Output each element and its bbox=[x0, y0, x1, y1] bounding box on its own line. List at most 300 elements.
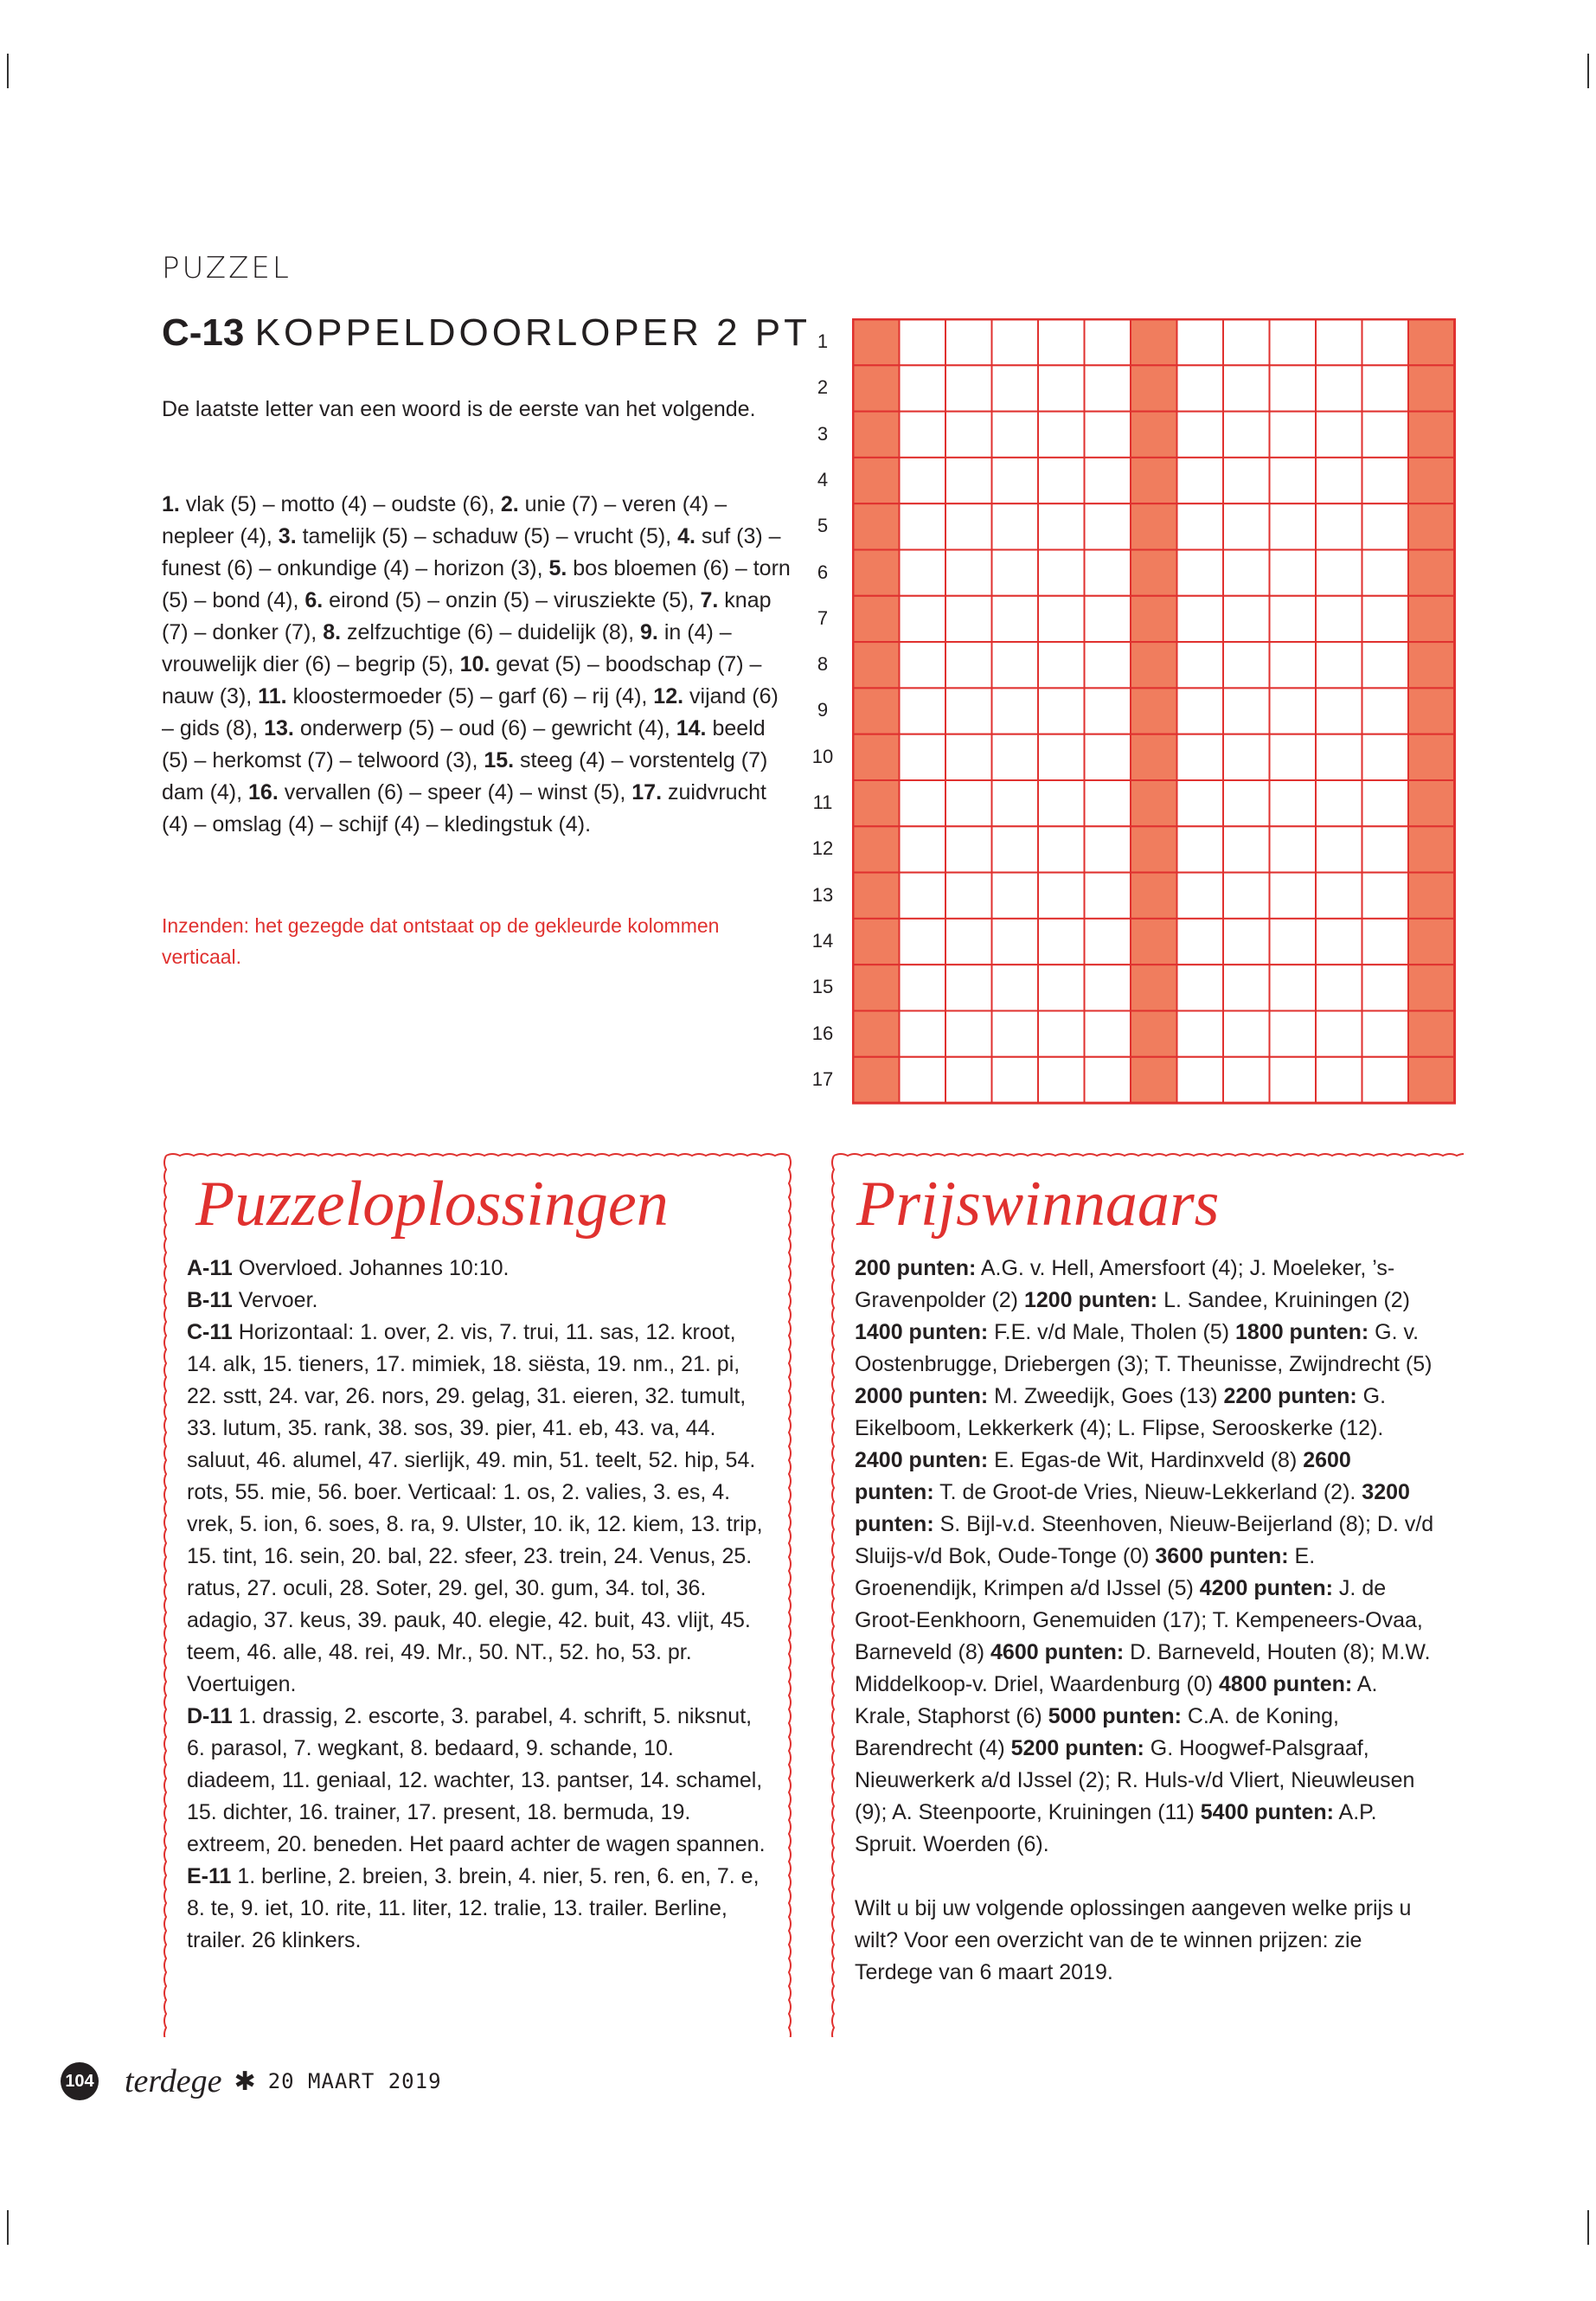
grid-cell[interactable] bbox=[1038, 873, 1085, 919]
grid-cell[interactable] bbox=[1316, 642, 1362, 688]
puzzle-grid[interactable] bbox=[852, 318, 1458, 1106]
grid-cell[interactable] bbox=[945, 412, 992, 458]
grid-cell[interactable] bbox=[992, 596, 1039, 642]
winner-names: D. Barneveld, Houten (8); M.W. Middelkoop-v. Driel, Waardenburg (0) bbox=[855, 1640, 1431, 1696]
grid-cell[interactable] bbox=[1085, 642, 1131, 688]
grid-cell[interactable] bbox=[900, 596, 946, 642]
grid-cell[interactable] bbox=[1223, 503, 1270, 549]
grid-cell[interactable] bbox=[1316, 596, 1362, 642]
grid-cell[interactable] bbox=[1270, 550, 1317, 596]
grid-cell[interactable] bbox=[1038, 826, 1085, 872]
grid-cell[interactable] bbox=[1270, 458, 1317, 503]
grid-cell[interactable] bbox=[1316, 780, 1362, 826]
grid-cell[interactable] bbox=[900, 1057, 946, 1103]
puzzle-title bbox=[162, 311, 811, 355]
grid-cell[interactable] bbox=[1177, 1057, 1224, 1103]
grid-cell[interactable] bbox=[1131, 365, 1177, 411]
grid-cell[interactable] bbox=[1131, 826, 1177, 872]
grid-cell[interactable] bbox=[1085, 503, 1131, 549]
clue-number: 17. bbox=[631, 780, 663, 804]
points-label: 4200 punten: bbox=[1199, 1576, 1333, 1600]
grid-cell[interactable] bbox=[1038, 1057, 1085, 1103]
clue-number: 5. bbox=[548, 556, 567, 580]
grid-cell[interactable] bbox=[900, 919, 946, 965]
grid-cell[interactable] bbox=[1038, 1011, 1085, 1057]
clue-text: vervallen (6) – speer (4) – winst (5), bbox=[278, 780, 632, 804]
grid-cell[interactable] bbox=[900, 965, 946, 1010]
grid-cell[interactable] bbox=[1177, 365, 1224, 411]
clue-number: 6. bbox=[304, 588, 324, 612]
page-number: 104 bbox=[61, 2062, 99, 2100]
grid-cell[interactable] bbox=[1408, 919, 1455, 965]
grid-cell[interactable] bbox=[1085, 412, 1131, 458]
grid-cell[interactable] bbox=[1362, 873, 1409, 919]
grid-cell[interactable] bbox=[945, 503, 992, 549]
grid-cell[interactable] bbox=[1085, 965, 1131, 1010]
crop-mark bbox=[7, 54, 9, 88]
grid-cell[interactable] bbox=[1270, 503, 1317, 549]
grid-cell[interactable] bbox=[945, 965, 992, 1010]
grid-cell[interactable] bbox=[853, 826, 900, 872]
row-number: 8 bbox=[817, 653, 829, 676]
grid-cell[interactable] bbox=[900, 550, 946, 596]
clue-number: 10. bbox=[459, 652, 490, 676]
grid-cell[interactable] bbox=[945, 734, 992, 780]
grid-cell[interactable] bbox=[992, 965, 1039, 1010]
clue-number: 16. bbox=[248, 780, 279, 804]
grid-cell[interactable] bbox=[853, 919, 900, 965]
grid-cell[interactable] bbox=[992, 642, 1039, 688]
clue-text: steeg (4) – vorstentelg (7) dam (4), bbox=[162, 748, 768, 804]
grid-cell[interactable] bbox=[1177, 919, 1224, 965]
grid-cell[interactable] bbox=[945, 873, 992, 919]
points-label: 5000 punten: bbox=[1048, 1704, 1182, 1728]
clue-text: eirond (5) – onzin (5) – virusziekte (5), bbox=[323, 588, 701, 612]
grid-cell[interactable] bbox=[1085, 1011, 1131, 1057]
puzzle-intro: De laatste letter van een woord is de eerste van het volgende. bbox=[162, 397, 756, 421]
grid-cell[interactable] bbox=[853, 550, 900, 596]
grid-cell[interactable] bbox=[1270, 965, 1317, 1010]
grid-cell[interactable] bbox=[1408, 550, 1455, 596]
grid-cell[interactable] bbox=[992, 826, 1039, 872]
grid-cell[interactable] bbox=[1270, 688, 1317, 734]
points-label: 2200 punten: bbox=[1223, 1384, 1357, 1408]
grid-cell[interactable] bbox=[1131, 550, 1177, 596]
grid-cell[interactable] bbox=[992, 412, 1039, 458]
grid-cell[interactable] bbox=[1223, 642, 1270, 688]
clue-text: beeld (5) – herkomst (7) – telwoord (3), bbox=[162, 716, 766, 772]
grid-cell[interactable] bbox=[945, 919, 992, 965]
section-label: PUZZEL bbox=[162, 251, 292, 285]
clue-text: knap (7) – donker (7), bbox=[162, 588, 772, 644]
grid-cell[interactable] bbox=[1085, 873, 1131, 919]
row-number: 9 bbox=[817, 699, 829, 721]
grid-cell[interactable] bbox=[1408, 965, 1455, 1010]
grid-cell[interactable] bbox=[1362, 365, 1409, 411]
grid-cell[interactable] bbox=[1362, 319, 1409, 365]
grid-cell[interactable] bbox=[900, 319, 946, 365]
grid-cell[interactable] bbox=[1362, 412, 1409, 458]
grid-cell[interactable] bbox=[945, 458, 992, 503]
grid-cell[interactable] bbox=[1131, 458, 1177, 503]
clue-number: 7. bbox=[700, 588, 719, 612]
grid-cell[interactable] bbox=[1085, 550, 1131, 596]
grid-cell[interactable] bbox=[1038, 596, 1085, 642]
grid-cell[interactable] bbox=[1177, 503, 1224, 549]
grid-cell[interactable] bbox=[992, 688, 1039, 734]
solution-code: B-11 bbox=[187, 1288, 233, 1312]
grid-cell[interactable] bbox=[1223, 365, 1270, 411]
grid-cell[interactable] bbox=[1038, 458, 1085, 503]
grid-cell[interactable] bbox=[992, 550, 1039, 596]
grid-cell[interactable] bbox=[1408, 596, 1455, 642]
grid-cell[interactable] bbox=[1131, 642, 1177, 688]
solution-code: D-11 bbox=[187, 1704, 233, 1728]
grid-cell[interactable] bbox=[1362, 688, 1409, 734]
grid-cell[interactable] bbox=[1362, 734, 1409, 780]
clue-number: 12. bbox=[653, 684, 684, 708]
grid-cell[interactable] bbox=[1316, 919, 1362, 965]
grid-cell[interactable] bbox=[992, 734, 1039, 780]
grid-cell[interactable] bbox=[1038, 965, 1085, 1010]
grid-cell[interactable] bbox=[1223, 458, 1270, 503]
grid-cell[interactable] bbox=[1131, 873, 1177, 919]
grid-cell[interactable] bbox=[945, 1057, 992, 1103]
grid-cell[interactable] bbox=[1270, 596, 1317, 642]
grid-cell[interactable] bbox=[1038, 734, 1085, 780]
grid-cell[interactable] bbox=[945, 780, 992, 826]
winner-names: E. Egas-de Wit, Hardinxveld (8) bbox=[988, 1448, 1304, 1472]
grid-cell[interactable] bbox=[1270, 1011, 1317, 1057]
clue-number: 3. bbox=[278, 524, 297, 548]
solution-code: A-11 bbox=[187, 1256, 233, 1280]
grid-cell[interactable] bbox=[853, 319, 900, 365]
solutions-box bbox=[161, 1150, 792, 2037]
grid-cell[interactable] bbox=[900, 642, 946, 688]
grid-cell[interactable] bbox=[1131, 319, 1177, 365]
grid-cell[interactable] bbox=[1362, 780, 1409, 826]
grid-cell[interactable] bbox=[1362, 503, 1409, 549]
grid-cell[interactable] bbox=[1223, 965, 1270, 1010]
submit-instruction: Inzenden: het gezegde dat ontstaat op de gekleurde kolommen verticaal. bbox=[162, 914, 720, 968]
grid-cell[interactable] bbox=[945, 688, 992, 734]
grid-cell[interactable] bbox=[1362, 1011, 1409, 1057]
grid-cell[interactable] bbox=[1270, 1057, 1317, 1103]
points-label: 1200 punten: bbox=[1023, 1288, 1158, 1312]
grid-cell[interactable] bbox=[900, 458, 946, 503]
grid-cell[interactable] bbox=[1085, 458, 1131, 503]
grid-cell[interactable] bbox=[945, 319, 992, 365]
grid-cell[interactable] bbox=[1177, 596, 1224, 642]
solution-item bbox=[187, 1861, 766, 1957]
grid-cell[interactable] bbox=[1408, 873, 1455, 919]
grid-cell[interactable] bbox=[1085, 734, 1131, 780]
grid-cell[interactable] bbox=[853, 503, 900, 549]
grid-cell[interactable] bbox=[900, 826, 946, 872]
grid-cell[interactable] bbox=[1316, 458, 1362, 503]
grid-cell[interactable] bbox=[900, 734, 946, 780]
grid-cell[interactable] bbox=[853, 965, 900, 1010]
grid-cell[interactable] bbox=[1362, 550, 1409, 596]
grid-cell[interactable] bbox=[853, 1011, 900, 1057]
grid-cell[interactable] bbox=[853, 734, 900, 780]
grid-cell[interactable] bbox=[1223, 1011, 1270, 1057]
grid-cell[interactable] bbox=[1270, 734, 1317, 780]
winner-names: A. Krale, Staphorst (6) bbox=[855, 1672, 1378, 1728]
grid-cell[interactable] bbox=[1177, 780, 1224, 826]
grid-cell[interactable] bbox=[853, 642, 900, 688]
grid-cell[interactable] bbox=[1038, 642, 1085, 688]
grid-cell[interactable] bbox=[1177, 550, 1224, 596]
grid-cell[interactable] bbox=[853, 688, 900, 734]
clue-text: suf (3) – funest (6) – onkundige (4) – horizon (3), bbox=[162, 524, 781, 580]
grid-cell[interactable] bbox=[1316, 826, 1362, 872]
grid-cell[interactable] bbox=[992, 365, 1039, 411]
grid-cell[interactable] bbox=[1408, 642, 1455, 688]
grid-cell[interactable] bbox=[1316, 965, 1362, 1010]
grid-cell[interactable] bbox=[853, 365, 900, 411]
grid-cell[interactable] bbox=[853, 412, 900, 458]
grid-cell[interactable] bbox=[900, 1011, 946, 1057]
grid-cell[interactable] bbox=[1177, 642, 1224, 688]
grid-cell[interactable] bbox=[1177, 873, 1224, 919]
grid-cell[interactable] bbox=[1408, 319, 1455, 365]
grid-cell[interactable] bbox=[1362, 596, 1409, 642]
grid-cell[interactable] bbox=[1223, 596, 1270, 642]
grid-cell[interactable] bbox=[1131, 503, 1177, 549]
grid-cell[interactable] bbox=[1270, 919, 1317, 965]
row-number: 15 bbox=[811, 976, 834, 998]
clue-text: onderwerp (5) – oud (6) – gewricht (4), bbox=[293, 716, 676, 740]
grid-cell[interactable] bbox=[853, 873, 900, 919]
star-icon: ✱ bbox=[234, 2067, 256, 2096]
grid-cell[interactable] bbox=[945, 596, 992, 642]
grid-cell[interactable] bbox=[945, 1011, 992, 1057]
grid-cell[interactable] bbox=[1131, 596, 1177, 642]
grid-cell[interactable] bbox=[1408, 503, 1455, 549]
grid-cell[interactable] bbox=[1408, 688, 1455, 734]
grid-cell[interactable] bbox=[1408, 365, 1455, 411]
grid-cell[interactable] bbox=[1223, 1057, 1270, 1103]
grid-cell[interactable] bbox=[1316, 688, 1362, 734]
grid-cell[interactable] bbox=[1270, 873, 1317, 919]
grid-cell[interactable] bbox=[1085, 319, 1131, 365]
winner-names: G. v. Oostenbrugge, Driebergen (3); T. Theunisse, Zwijndrecht (5) bbox=[855, 1320, 1433, 1376]
grid-cell[interactable] bbox=[1223, 688, 1270, 734]
grid-cell[interactable] bbox=[1085, 688, 1131, 734]
grid-cell[interactable] bbox=[1408, 734, 1455, 780]
solution-text: Vervoer. bbox=[232, 1288, 318, 1312]
grid-cell[interactable] bbox=[1408, 412, 1455, 458]
grid-cell[interactable] bbox=[992, 503, 1039, 549]
grid-cell[interactable] bbox=[1316, 503, 1362, 549]
grid-cell[interactable] bbox=[1316, 1057, 1362, 1103]
grid-cell[interactable] bbox=[1316, 319, 1362, 365]
clue-text: zuidvrucht (4) – omslag (4) – schijf (4) – kledingstuk (4). bbox=[162, 780, 766, 836]
grid-cell[interactable] bbox=[992, 319, 1039, 365]
grid-cell[interactable] bbox=[1085, 919, 1131, 965]
solution-code: E-11 bbox=[187, 1864, 232, 1888]
grid-cell[interactable] bbox=[900, 688, 946, 734]
points-label: 3600 punten: bbox=[1155, 1544, 1289, 1568]
grid-cell[interactable] bbox=[1177, 688, 1224, 734]
issue-date: 20 MAART 2019 bbox=[267, 2069, 442, 2093]
grid-cell[interactable] bbox=[1362, 826, 1409, 872]
grid-cell[interactable] bbox=[992, 873, 1039, 919]
clue-number: 4. bbox=[677, 524, 695, 548]
grid-cell[interactable] bbox=[1038, 319, 1085, 365]
grid-cell[interactable] bbox=[1316, 550, 1362, 596]
grid-cell[interactable] bbox=[1223, 919, 1270, 965]
grid-cell[interactable] bbox=[992, 919, 1039, 965]
row-number: 16 bbox=[811, 1022, 834, 1044]
grid-cell[interactable] bbox=[945, 826, 992, 872]
grid-cell[interactable] bbox=[1085, 365, 1131, 411]
points-label: 2600 punten: bbox=[855, 1448, 1351, 1504]
grid-cell[interactable] bbox=[1270, 780, 1317, 826]
grid-cell[interactable] bbox=[900, 503, 946, 549]
winner-names: C.A. de Koning, Barendrecht (4) bbox=[855, 1704, 1339, 1760]
grid-cell[interactable] bbox=[1316, 873, 1362, 919]
crop-mark bbox=[1587, 54, 1589, 88]
grid-cell[interactable] bbox=[1085, 596, 1131, 642]
grid-cell[interactable] bbox=[1177, 458, 1224, 503]
points-label: 4800 punten: bbox=[1219, 1672, 1353, 1696]
clue-text: gevat (5) – boodschap (7) – nauw (3), bbox=[162, 652, 762, 708]
grid-cell[interactable] bbox=[1362, 458, 1409, 503]
grid-cell[interactable] bbox=[1223, 826, 1270, 872]
grid-cell[interactable] bbox=[1223, 873, 1270, 919]
row-number: 4 bbox=[817, 468, 829, 490]
grid-cell[interactable] bbox=[900, 412, 946, 458]
winner-names: G. Hoogwef-Palsgraaf, Nieuwerkerk a/d IJssel (2); R. Huls-v/d Vliert, Nieuwleusen (9); A. Steenpoorte, Kruiningen (11) bbox=[855, 1736, 1415, 1824]
grid-cell[interactable] bbox=[1177, 1011, 1224, 1057]
grid-cell[interactable] bbox=[1131, 1011, 1177, 1057]
grid-cell[interactable] bbox=[1177, 965, 1224, 1010]
winner-names: T. de Groot-de Vries, Nieuw-Lekkerland (2). bbox=[933, 1480, 1362, 1504]
grid-cell[interactable] bbox=[1131, 688, 1177, 734]
grid-cell[interactable] bbox=[1316, 734, 1362, 780]
grid-cell[interactable] bbox=[1316, 412, 1362, 458]
grid-cell[interactable] bbox=[1223, 780, 1270, 826]
grid-cell[interactable] bbox=[1270, 826, 1317, 872]
grid-cell[interactable] bbox=[1223, 412, 1270, 458]
grid-cell[interactable] bbox=[1362, 919, 1409, 965]
clue-number: 2. bbox=[500, 492, 519, 516]
clue-text: vijand (6) – gids (8), bbox=[162, 684, 779, 740]
grid-cell[interactable] bbox=[1038, 412, 1085, 458]
grid-cell[interactable] bbox=[1270, 412, 1317, 458]
grid-cell[interactable] bbox=[1177, 826, 1224, 872]
grid-cell[interactable] bbox=[1038, 503, 1085, 549]
clue-text: unie (7) – veren (4) – nepleer (4), bbox=[162, 492, 727, 548]
grid-cell[interactable] bbox=[992, 1011, 1039, 1057]
grid-cell[interactable] bbox=[1177, 734, 1224, 780]
grid-cell[interactable] bbox=[1408, 1057, 1455, 1103]
row-number: 2 bbox=[817, 376, 829, 399]
points-label: 2400 punten: bbox=[855, 1448, 989, 1472]
grid-cell[interactable] bbox=[900, 365, 946, 411]
crop-mark bbox=[7, 2210, 9, 2245]
grid-cell[interactable] bbox=[1038, 365, 1085, 411]
grid-cell[interactable] bbox=[1362, 1057, 1409, 1103]
row-number: 17 bbox=[811, 1067, 834, 1090]
grid-cell[interactable] bbox=[1177, 319, 1224, 365]
grid-cell[interactable] bbox=[1408, 780, 1455, 826]
grid-cell[interactable] bbox=[1316, 1011, 1362, 1057]
grid-cell[interactable] bbox=[1223, 550, 1270, 596]
clue-number: 14. bbox=[676, 716, 707, 740]
grid-cell[interactable] bbox=[1270, 642, 1317, 688]
grid-cell[interactable] bbox=[1408, 1011, 1455, 1057]
grid-cell[interactable] bbox=[1038, 919, 1085, 965]
grid-cell[interactable] bbox=[1177, 412, 1224, 458]
grid-cell[interactable] bbox=[900, 873, 946, 919]
solutions-title: Puzzeloplossingen bbox=[195, 1169, 669, 1240]
solution-text: Overvloed. Johannes 10:10. bbox=[232, 1256, 510, 1280]
row-number: 10 bbox=[811, 745, 834, 767]
winner-names: S. Bijl-v.d. Steenhoven, Nieuw-Beijerland (8); D. v/d Sluijs-v/d Bok, Oude-Tonge (0) bbox=[855, 1512, 1434, 1568]
grid-cell[interactable] bbox=[1362, 642, 1409, 688]
grid-cell[interactable] bbox=[1085, 780, 1131, 826]
grid-cell[interactable] bbox=[1085, 1057, 1131, 1103]
grid-cell[interactable] bbox=[1085, 826, 1131, 872]
clue-text: zelfzuchtige (6) – duidelijk (8), bbox=[341, 620, 641, 644]
grid-cell[interactable] bbox=[1131, 919, 1177, 965]
winners-note: Wilt u bij uw volgende oplossingen aangeven welke prijs u wilt? Voor een overzicht van de te winnen prijzen: zie Terdege van 6 maart 2019. bbox=[855, 1896, 1412, 1984]
row-number: 13 bbox=[811, 883, 834, 906]
clue-number: 11. bbox=[258, 684, 287, 708]
grid-cell[interactable] bbox=[853, 780, 900, 826]
grid-cell[interactable] bbox=[853, 596, 900, 642]
grid-cell[interactable] bbox=[945, 365, 992, 411]
grid-cell[interactable] bbox=[1038, 550, 1085, 596]
grid-cell[interactable] bbox=[1408, 458, 1455, 503]
row-number: 12 bbox=[811, 837, 834, 860]
row-number: 1 bbox=[817, 330, 829, 352]
grid-cell[interactable] bbox=[1362, 965, 1409, 1010]
grid-cell[interactable] bbox=[1131, 780, 1177, 826]
points-label: 1400 punten: bbox=[855, 1320, 989, 1344]
grid-cell[interactable] bbox=[1131, 734, 1177, 780]
grid-cell[interactable] bbox=[1131, 1057, 1177, 1103]
winner-names: M. Zweedijk, Goes (13) bbox=[988, 1384, 1224, 1408]
grid-cell[interactable] bbox=[1316, 365, 1362, 411]
grid-cell[interactable] bbox=[1223, 319, 1270, 365]
grid-cell[interactable] bbox=[1038, 780, 1085, 826]
solution-item bbox=[187, 1317, 766, 1701]
grid-cell[interactable] bbox=[900, 780, 946, 826]
row-number: 5 bbox=[817, 515, 829, 537]
grid-cell[interactable] bbox=[992, 458, 1039, 503]
row-number: 7 bbox=[817, 606, 829, 629]
grid-cell[interactable] bbox=[853, 458, 900, 503]
grid-cell[interactable] bbox=[945, 642, 992, 688]
grid-cell[interactable] bbox=[1270, 319, 1317, 365]
grid-cell[interactable] bbox=[1270, 365, 1317, 411]
grid-cell[interactable] bbox=[1038, 688, 1085, 734]
grid-cell[interactable] bbox=[945, 550, 992, 596]
clue-number: 15. bbox=[484, 748, 515, 772]
grid-cell[interactable] bbox=[853, 1057, 900, 1103]
grid-cell[interactable] bbox=[1131, 412, 1177, 458]
grid-cell[interactable] bbox=[992, 1057, 1039, 1103]
grid-cell[interactable] bbox=[992, 780, 1039, 826]
grid-cell[interactable] bbox=[1223, 734, 1270, 780]
winners-box bbox=[829, 1150, 1464, 2037]
grid-cell[interactable] bbox=[1131, 965, 1177, 1010]
grid-cell[interactable] bbox=[1408, 826, 1455, 872]
